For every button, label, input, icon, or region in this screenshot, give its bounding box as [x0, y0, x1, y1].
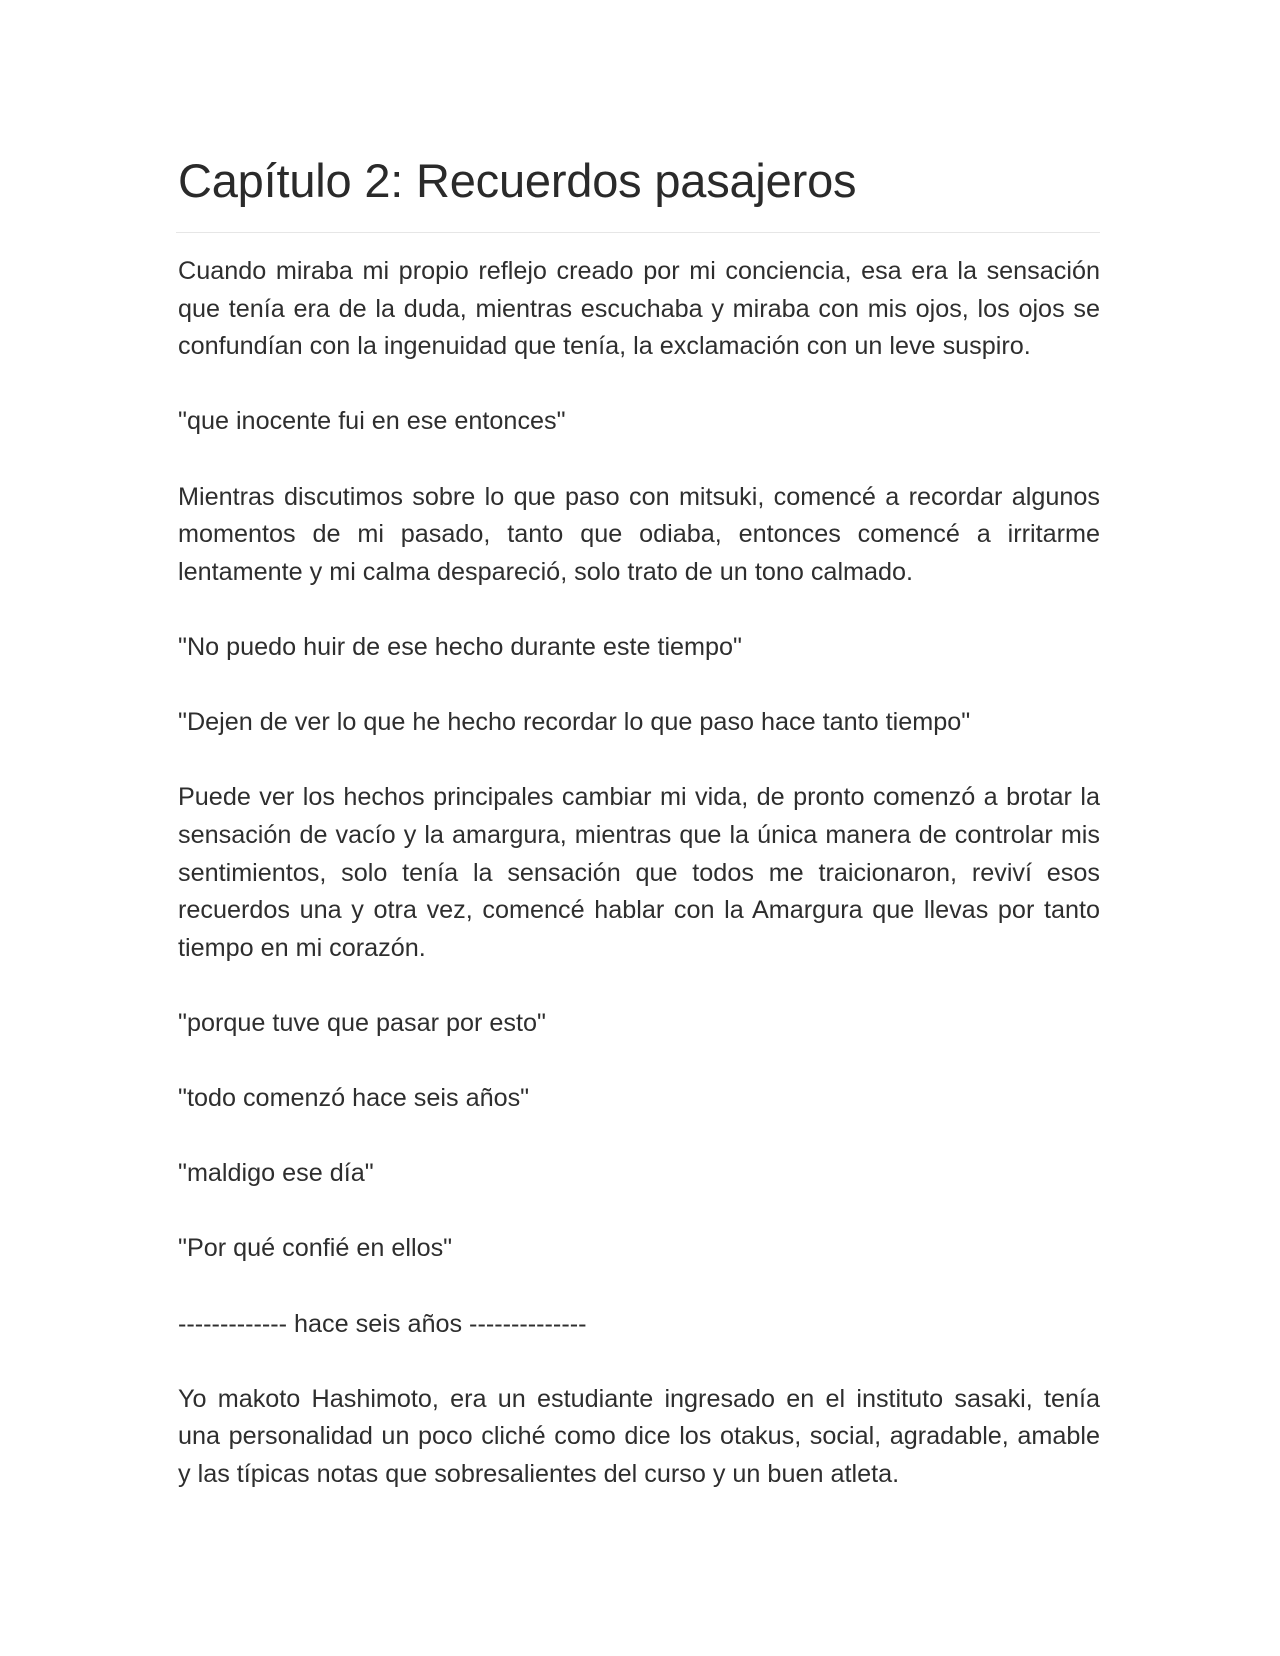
dialogue-2: "No puedo huir de ese hecho durante este tiempo" [178, 632, 742, 661]
dialogue-3: "Dejen de ver lo que he hecho recordar lo que paso hace tanto tiempo" [178, 708, 971, 737]
dialogue-1: "que inocente fui en ese entonces" [178, 407, 566, 436]
dialogue-4: "porque tuve que pasar por esto" [178, 1008, 546, 1037]
scene-break: ------------- hace seis años -------------- [178, 1309, 587, 1338]
dialogue-7: "Por qué confié en ellos" [178, 1234, 453, 1263]
dialogue-5: "todo comenzó hace seis años" [178, 1084, 530, 1113]
paragraph-4: Yo makoto Hashimoto, era un estudiante ingresado en el instituto sasaki, tenía una personalidad un poco cliché como dice los otakus, social, agradable, amable y las típicas notas que sobresalientes del curso y un buen atleta. [178, 1384, 1100, 1488]
title-divider [176, 232, 1100, 233]
paragraph-3: Puede ver los hechos principales cambiar mi vida, de pronto comenzó a brotar la sensación de vacío y la amargura, mientras que la única manera de controlar mis sentimientos, solo tenía la sensación que todos me traicionaron, reviví esos recuerdos una y otra vez, comencé hablar con la Amargura que llevas por tanto tiempo en mi corazón. [178, 783, 1100, 962]
document-page [178, 148, 1100, 1531]
dialogue-6: "maldigo ese día" [178, 1159, 374, 1188]
chapter-body [178, 253, 1100, 1494]
paragraph-1: Cuando miraba mi propio reflejo creado por mi conciencia, esa era la sensación que tenía era de la duda, mientras escuchaba y miraba con mis ojos, los ojos se confundían con la ingenuidad que tenía, la exclamación con un leve suspiro. [178, 257, 1100, 361]
paragraph-2: Mientras discutimos sobre lo que paso con mitsuki, comencé a recordar algunos momentos de mi pasado, tanto que odiaba, entonces comencé a irritarme lentamente y mi calma despareció, solo trato de un tono calmado. [178, 482, 1100, 586]
chapter-title: Capítulo 2: Recuerdos pasajeros [178, 154, 857, 207]
